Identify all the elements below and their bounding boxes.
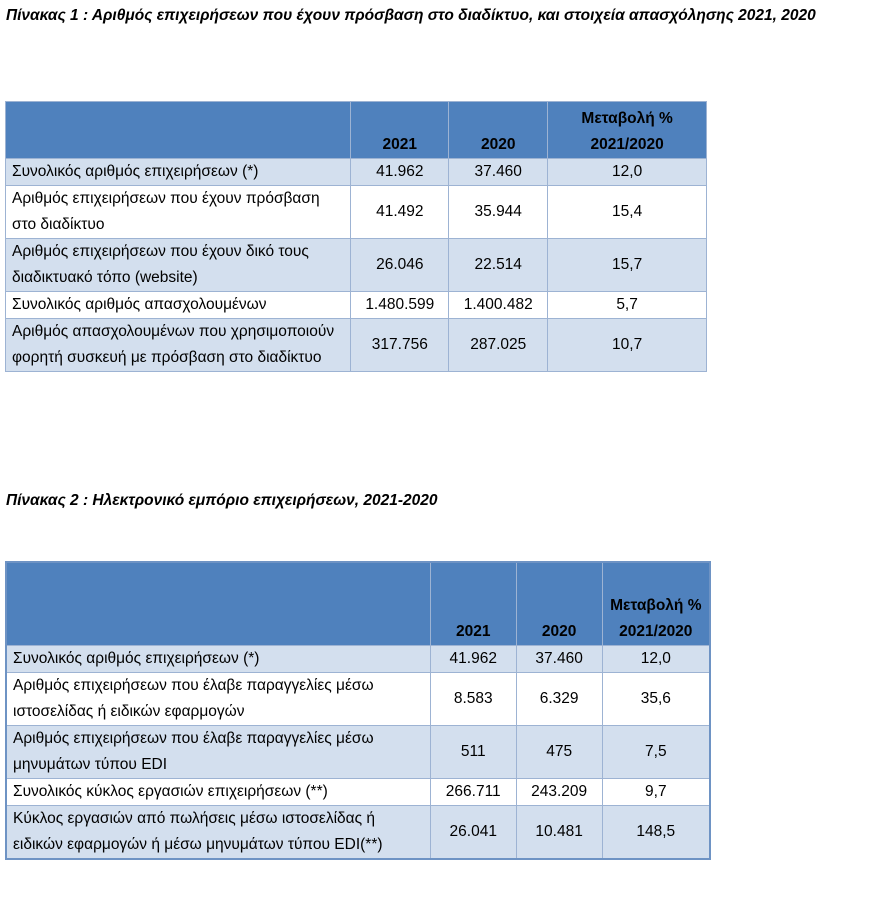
row-label: Αριθμός επιχειρήσεων που έλαβε παραγγελίες μέσω ιστοσελίδας ή ειδικών εφαρμογών [6,673,430,726]
row-label: Κύκλος εργασιών από πωλήσεις μέσω ιστοσελίδας ή ειδικών εφαρμογών ή μέσω μηνυμάτων τύπου EDI(**) [6,806,430,860]
header-cell-change: Μεταβολή % 2021/2020 [548,102,707,159]
value-2021: 41.962 [430,646,516,673]
header-cell-empty [6,562,430,646]
header-cell-empty [6,102,351,159]
value-change: 12,0 [602,646,710,673]
table-row [6,806,710,860]
table-row [6,779,710,806]
value-change: 9,7 [602,779,710,806]
value-change: 148,5 [602,806,710,860]
row-label: Συνολικός αριθμός απασχολουμένων [6,292,351,319]
table-row [6,239,707,292]
value-2021: 26.041 [430,806,516,860]
internet-access-table [5,101,707,372]
value-2021: 26.046 [351,239,449,292]
value-2020: 6.329 [516,673,602,726]
header-cell-2020: 2020 [516,562,602,646]
value-change: 35,6 [602,673,710,726]
value-2021: 1.480.599 [351,292,449,319]
table-row [6,673,710,726]
value-change: 10,7 [548,319,707,372]
value-2020: 1.400.482 [449,292,548,319]
table-row [6,319,707,372]
header-cell-2020: 2020 [449,102,548,159]
row-label: Αριθμός επιχειρήσεων που έχουν δικό τους διαδικτυακό τόπο (website) [6,239,351,292]
row-label: Αριθμός επιχειρήσεων που έχουν πρόσβαση στο διαδίκτυο [6,186,351,239]
value-2020: 475 [516,726,602,779]
header-cell-change: Μεταβολή % 2021/2020 [602,562,710,646]
value-change: 15,7 [548,239,707,292]
table-row [6,726,710,779]
value-change: 15,4 [548,186,707,239]
header-cell-2021: 2021 [351,102,449,159]
value-2021: 317.756 [351,319,449,372]
value-change: 5,7 [548,292,707,319]
value-2020: 35.944 [449,186,548,239]
value-2021: 8.583 [430,673,516,726]
value-2020: 37.460 [449,159,548,186]
value-2020: 287.025 [449,319,548,372]
value-2020: 22.514 [449,239,548,292]
value-2021: 266.711 [430,779,516,806]
value-2020: 37.460 [516,646,602,673]
value-2021: 41.492 [351,186,449,239]
table-row [6,646,710,673]
value-2020: 243.209 [516,779,602,806]
value-2021: 41.962 [351,159,449,186]
table-row [6,159,707,186]
value-change: 12,0 [548,159,707,186]
value-2020: 10.481 [516,806,602,860]
table-header-row [6,102,707,159]
row-label: Αριθμός επιχειρήσεων που έλαβε παραγγελίες μέσω μηνυμάτων τύπου EDI [6,726,430,779]
table-header-row [6,562,710,646]
header-cell-2021: 2021 [430,562,516,646]
table2-caption: Πίνακας 2 : Ηλεκτρονικό εμπόριο επιχειρήσεων, 2021-2020 [6,492,438,509]
row-label: Συνολικός κύκλος εργασιών επιχειρήσεων (**) [6,779,430,806]
row-label: Συνολικός αριθμός επιχειρήσεων (*) [6,159,351,186]
table-row [6,186,707,239]
value-change: 7,5 [602,726,710,779]
ecommerce-table [5,561,711,860]
row-label: Αριθμός απασχολουμένων που χρησιμοποιούν φορητή συσκευή με πρόσβαση στο διαδίκτυο [6,319,351,372]
value-2021: 511 [430,726,516,779]
table-row [6,292,707,319]
row-label: Συνολικός αριθμός επιχειρήσεων (*) [6,646,430,673]
table1-caption: Πίνακας 1 : Αριθμός επιχειρήσεων που έχουν πρόσβαση στο διαδίκτυο, και στοιχεία απασχόλησης 2021, 2020 [6,7,816,24]
